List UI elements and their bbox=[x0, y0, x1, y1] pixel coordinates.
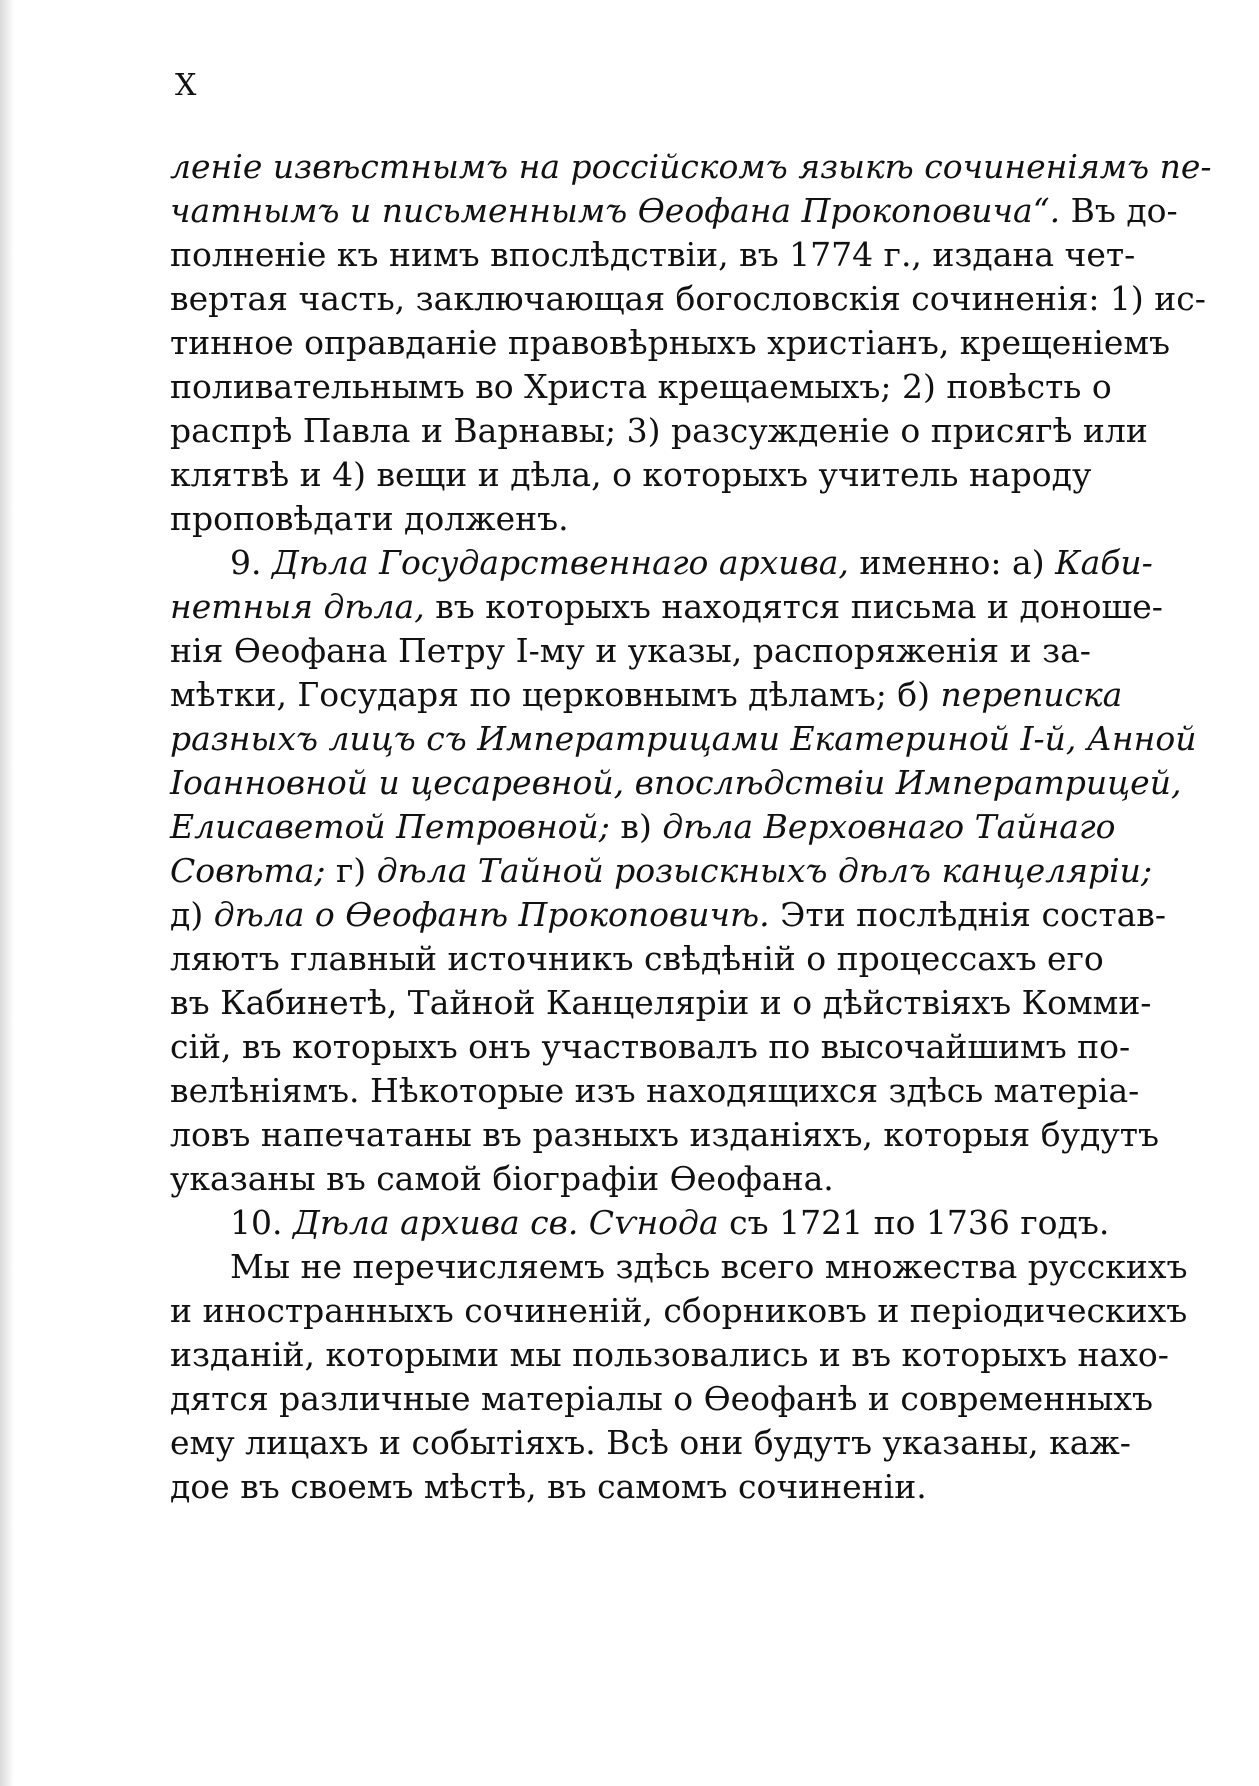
italic-title: Дѣла архива св. Сѵнода bbox=[292, 1203, 719, 1242]
text-line: дое въ своемъ мѣстѣ, въ самомъ сочиненіи. bbox=[170, 1467, 927, 1506]
body-text bbox=[170, 145, 1212, 1509]
italic-title: Совѣта; bbox=[170, 851, 326, 890]
text-line: ловъ напечатаны въ разныхъ изданіяхъ, которыя будутъ bbox=[170, 1115, 1160, 1154]
text-line: изданій, которыми мы пользовались и въ которыхъ нахо- bbox=[170, 1335, 1169, 1374]
text-line: дятся различные матеріалы о Ѳеофанѣ и современныхъ bbox=[170, 1379, 1154, 1418]
text-line: въ Кабинетѣ, Тайной Канцеляріи и о дѣйствіяхъ Комми- bbox=[170, 983, 1152, 1022]
text-line: нія Ѳеофана Петру I-му и указы, распоряженія и за- bbox=[170, 631, 1091, 670]
text-line bbox=[170, 805, 1116, 849]
text-line bbox=[170, 541, 1153, 585]
text-line: вертая часть, заключающая богословскія сочиненія: 1) ис- bbox=[170, 279, 1206, 318]
paragraph-3 bbox=[170, 1201, 1110, 1245]
text-line: разныхъ лицъ съ Императрицами Екатериной I-й, Анной bbox=[170, 719, 1197, 758]
text-line bbox=[170, 849, 1153, 893]
text-span: в) bbox=[609, 807, 663, 846]
item-number: 9. bbox=[230, 543, 272, 582]
text-span: въ которыхъ находятся письма и доноше- bbox=[424, 587, 1163, 626]
text-line bbox=[170, 673, 1123, 717]
italic-title: дѣла Верховнаго Тайнаго bbox=[662, 807, 1116, 846]
text-span: г) bbox=[325, 851, 377, 890]
italic-title: дѣла Тайной розыскныхъ дѣлъ канцеляріи; bbox=[376, 851, 1153, 890]
text-line: тинное оправданіе правовѣрныхъ христіанъ, крещеніемъ bbox=[170, 323, 1171, 362]
text-line: поливательнымъ во Христа крещаемыхъ; 2) повѣсть о bbox=[170, 367, 1112, 406]
text-line: Мы не перечисляемъ здѣсь всего множества русскихъ bbox=[230, 1247, 1188, 1286]
text-line: проповѣдати долженъ. bbox=[170, 499, 569, 538]
text-line bbox=[170, 585, 1163, 629]
italic-title: Каби- bbox=[1055, 543, 1153, 582]
italic-title: переписка bbox=[940, 675, 1123, 714]
italic-title: Елисаветой Петровной; bbox=[170, 807, 610, 846]
text-line: распрѣ Павла и Варнавы; 3) разсужденіе о присягѣ или bbox=[170, 411, 1148, 450]
text-line: ему лицахъ и событіяхъ. Всѣ они будутъ указаны, каж- bbox=[170, 1423, 1131, 1462]
text-line: велѣніямъ. Нѣкоторые изъ находящихся здѣсь матеріа- bbox=[170, 1071, 1140, 1110]
text-line: Іоанновной и цесаревной, впослѣдствіи Императрицей, bbox=[170, 763, 1182, 802]
italic-title: Дѣла Государственнаго архива, bbox=[271, 543, 849, 582]
text-span: д) bbox=[170, 895, 214, 934]
text-line: и иностранныхъ сочиненій, сборниковъ и періодическихъ bbox=[170, 1291, 1188, 1330]
text-line: клятвѣ и 4) вещи и дѣла, о которыхъ учитель народу bbox=[170, 455, 1092, 494]
italic-title: нетныя дѣла, bbox=[170, 587, 425, 626]
text-line bbox=[170, 893, 1166, 937]
text-line: сій, въ которыхъ онъ участвовалъ по высочайшимъ по- bbox=[170, 1027, 1131, 1066]
page-edge-shadow bbox=[0, 0, 14, 1786]
text-line bbox=[170, 1201, 1110, 1245]
text-span: Эти послѣднія состав- bbox=[769, 895, 1166, 934]
paragraph-2 bbox=[170, 541, 1197, 1201]
page-number: X bbox=[175, 68, 197, 103]
text-line: указаны въ самой біографіи Ѳеофана. bbox=[170, 1159, 834, 1198]
text-span: именно: а) bbox=[848, 543, 1056, 582]
text-span: съ 1721 по 1736 годъ. bbox=[718, 1203, 1110, 1242]
text-line: полненіе къ нимъ впослѣдствіи, въ 1774 г., издана чет- bbox=[170, 235, 1136, 274]
italic-title: дѣла о Ѳеофанѣ Прокоповичѣ. bbox=[213, 895, 770, 934]
item-number: 10. bbox=[230, 1203, 293, 1242]
text-line: леніе извѣстнымъ на россійскомъ языкѣ сочиненіямъ пе- bbox=[170, 147, 1212, 186]
paragraph-4 bbox=[170, 1245, 1188, 1509]
italic-title: чатнымъ и письменнымъ Ѳеофана Прокоповича“. bbox=[170, 191, 1061, 230]
text-line bbox=[170, 189, 1178, 233]
paragraph-1 bbox=[170, 145, 1212, 541]
text-span: Въ до- bbox=[1060, 191, 1178, 230]
text-span: мѣтки, Государя по церковнымъ дѣламъ; б) bbox=[170, 675, 941, 714]
text-line: ляютъ главный источникъ свѣдѣній о процессахъ его bbox=[170, 939, 1104, 978]
